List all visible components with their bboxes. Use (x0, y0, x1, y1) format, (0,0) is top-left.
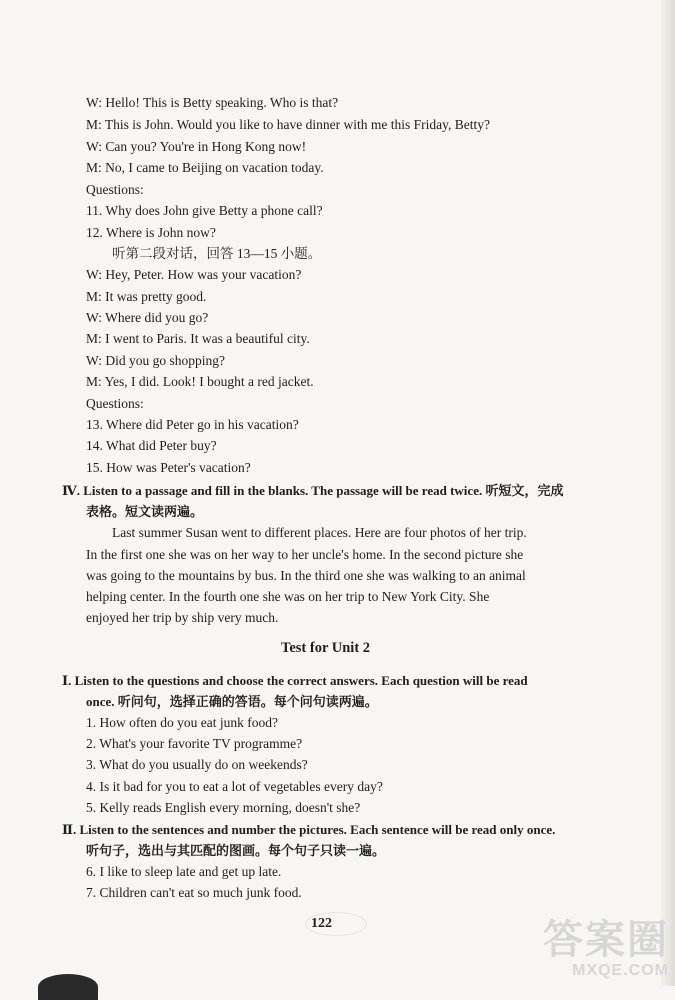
dialogue2-line-1: W: Hey, Peter. How was your vacation? (86, 267, 302, 282)
sentence-6: 6. I like to sleep late and get up late. (86, 864, 282, 879)
page-number: 122 (311, 916, 332, 931)
section2-heading-line-1: Ⅱ. Listen to the sentences and number the pictures. Each sentence will be read only once. (62, 822, 556, 837)
watermark-text: 答案圈 (543, 918, 669, 962)
passage-line-5: enjoyed her trip by ship very much. (86, 610, 279, 625)
dialogue1-line-3: W: Can you? You're in Hong Kong now! (86, 139, 307, 154)
unit-title: Test for Unit 2 (281, 640, 371, 656)
dialogue2-line-6: M: Yes, I did. Look! I bought a red jacket. (86, 374, 314, 389)
section2-heading-line-2: 听句子，选出与其匹配的图画。每个句子只读一遍。 (86, 843, 386, 858)
question-14: 14. What did Peter buy? (86, 438, 217, 453)
question-11: 11. Why does John give Betty a phone call? (86, 203, 323, 218)
dialogue2-line-5: W: Did you go shopping? (86, 353, 225, 368)
passage-line-4: helping center. In the fourth one she was on her trip to New York City. She (86, 589, 490, 604)
unit2-question-3: 3. What do you usually do on weekends? (86, 757, 308, 772)
page-spine-shadow (661, 0, 675, 986)
sentence-7: 7. Children can't eat so much junk food. (86, 885, 302, 900)
instruction-dialogue2: 听第二段对话，回答 13—15 小题。 (112, 246, 322, 261)
passage-line-3: was going to the mountains by bus. In the third one she was walking to an animal (86, 568, 526, 583)
dialogue1-line-2: M: This is John. Would you like to have dinner with me this Friday, Betty? (86, 117, 491, 132)
watermark-logo (543, 918, 669, 980)
unit2-question-2: 2. What's your favorite TV programme? (86, 736, 303, 751)
unit2-question-1: 1. How often do you eat junk food? (86, 715, 278, 730)
unit2-question-4: 4. Is it bad for you to eat a lot of vegetables every day? (86, 779, 383, 794)
dialogue2-line-3: W: Where did you go? (86, 310, 209, 325)
watermark-url: MXQE.COM (572, 962, 669, 979)
question-12: 12. Where is John now? (86, 225, 216, 240)
section1-heading-line-1: Ⅰ. Listen to the questions and choose the correct answers. Each question will be read (62, 673, 528, 688)
question-13: 13. Where did Peter go in his vacation? (86, 417, 299, 432)
section4-heading-line-1: Ⅳ. Listen to a passage and fill in the blanks. The passage will be read twice. 听短文，完成 (62, 483, 564, 498)
passage-line-1: Last summer Susan went to different places. Here are four photos of her trip. (112, 525, 527, 540)
unit2-question-5: 5. Kelly reads English every morning, doesn't she? (86, 800, 361, 815)
section4-heading-line-2: 表格。短文读两遍。 (86, 504, 204, 519)
section1-heading-line-2: once. 听问句，选择正确的答语。每个问句读两遍。 (86, 694, 378, 709)
question-15: 15. How was Peter's vacation? (86, 460, 251, 475)
dialogue1-line-1: W: Hello! This is Betty speaking. Who is that? (86, 95, 339, 110)
passage-line-2: In the first one she was on her way to her uncle's home. In the second picture she (86, 547, 524, 562)
questions-label: Questions: (86, 182, 144, 197)
dialogue2-line-2: M: It was pretty good. (86, 289, 207, 304)
scan-corner-shadow (38, 974, 98, 1000)
dialogue2-line-4: M: I went to Paris. It was a beautiful city. (86, 331, 310, 346)
dialogue1-line-4: M: No, I came to Beijing on vacation today. (86, 160, 324, 175)
questions-label-2: Questions: (86, 396, 144, 411)
